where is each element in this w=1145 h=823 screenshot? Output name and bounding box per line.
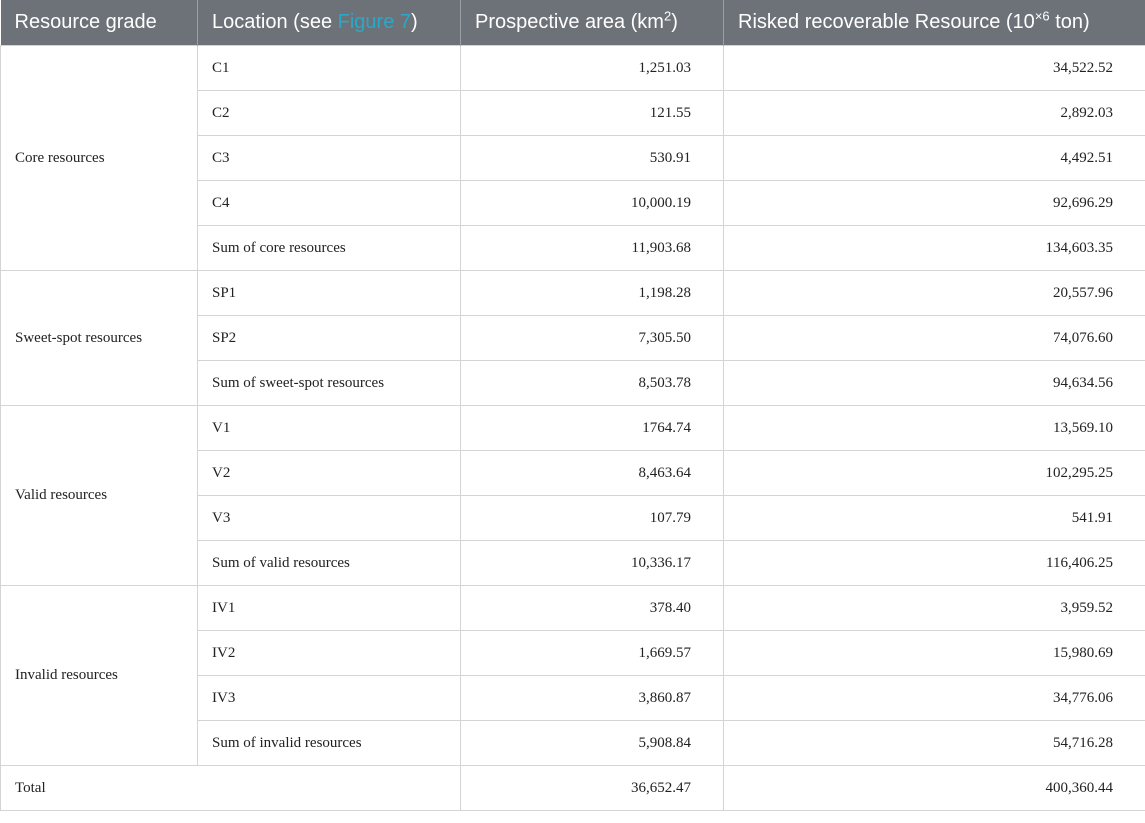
table-row xyxy=(1,406,1145,451)
area-cell: 5,908.84 xyxy=(461,721,724,766)
area-cell: 1,669.57 xyxy=(461,631,724,676)
area-cell: 10,336.17 xyxy=(461,541,724,586)
resource-grade-cell: Valid resources xyxy=(1,406,198,586)
location-cell: V2 xyxy=(198,451,461,496)
resource-cell: 15,980.69 xyxy=(724,631,1145,676)
area-cell: 121.55 xyxy=(461,91,724,136)
location-cell: Sum of valid resources xyxy=(198,541,461,586)
total-resource: 400,360.44 xyxy=(724,766,1145,811)
resource-grade-cell: Sweet-spot resources xyxy=(1,271,198,406)
area-cell: 10,000.19 xyxy=(461,181,724,226)
resource-cell: 20,557.96 xyxy=(724,271,1145,316)
area-cell: 378.40 xyxy=(461,586,724,631)
area-cell: 1,251.03 xyxy=(461,46,724,91)
area-cell: 1,198.28 xyxy=(461,271,724,316)
total-area: 36,652.47 xyxy=(461,766,724,811)
location-cell: V1 xyxy=(198,406,461,451)
header-resource-prefix: Risked recoverable Resource (10 xyxy=(738,11,1035,33)
header-risked-resource xyxy=(724,0,1145,46)
resource-cell: 4,492.51 xyxy=(724,136,1145,181)
header-resource-suffix: ton) xyxy=(1049,11,1090,33)
resource-cell: 541.91 xyxy=(724,496,1145,541)
header-prospective-area xyxy=(461,0,724,46)
total-label: Total xyxy=(1,766,461,811)
table-row xyxy=(1,586,1145,631)
location-cell: C1 xyxy=(198,46,461,91)
area-cell: 11,903.68 xyxy=(461,226,724,271)
location-cell: IV1 xyxy=(198,586,461,631)
resource-cell: 2,892.03 xyxy=(724,91,1145,136)
resource-cell: 94,634.56 xyxy=(724,361,1145,406)
header-location-prefix: Location (see xyxy=(212,11,338,33)
area-cell: 8,503.78 xyxy=(461,361,724,406)
area-cell: 8,463.64 xyxy=(461,451,724,496)
header-area-prefix: Prospective area (km xyxy=(475,11,664,33)
location-cell: C3 xyxy=(198,136,461,181)
resource-cell: 134,603.35 xyxy=(724,226,1145,271)
area-cell: 7,305.50 xyxy=(461,316,724,361)
resource-cell: 13,569.10 xyxy=(724,406,1145,451)
location-cell: V3 xyxy=(198,496,461,541)
resource-cell: 92,696.29 xyxy=(724,181,1145,226)
header-row xyxy=(1,0,1145,46)
location-cell: IV3 xyxy=(198,676,461,721)
area-cell: 3,860.87 xyxy=(461,676,724,721)
location-cell: SP1 xyxy=(198,271,461,316)
location-cell: Sum of sweet-spot resources xyxy=(198,361,461,406)
location-cell: C4 xyxy=(198,181,461,226)
location-cell: IV2 xyxy=(198,631,461,676)
resource-cell: 102,295.25 xyxy=(724,451,1145,496)
header-resource-grade: Resource grade xyxy=(1,0,198,46)
total-row xyxy=(1,766,1145,811)
resource-cell: 34,522.52 xyxy=(724,46,1145,91)
location-cell: Sum of invalid resources xyxy=(198,721,461,766)
resource-grade-cell: Invalid resources xyxy=(1,586,198,766)
area-cell: 530.91 xyxy=(461,136,724,181)
area-cell: 107.79 xyxy=(461,496,724,541)
header-resource-sup: ×6 xyxy=(1034,8,1050,24)
table-body xyxy=(1,46,1145,811)
area-cell: 1764.74 xyxy=(461,406,724,451)
resource-cell: 54,716.28 xyxy=(724,721,1145,766)
resource-cell: 3,959.52 xyxy=(724,586,1145,631)
resource-grade-cell: Core resources xyxy=(1,46,198,271)
header-area-suffix: ) xyxy=(671,11,678,33)
location-cell: SP2 xyxy=(198,316,461,361)
resource-cell: 116,406.25 xyxy=(724,541,1145,586)
location-cell: C2 xyxy=(198,91,461,136)
figure-link[interactable]: Figure 7 xyxy=(337,11,412,33)
resource-cell: 74,076.60 xyxy=(724,316,1145,361)
header-location-suffix: ) xyxy=(411,11,418,33)
header-location xyxy=(198,0,461,46)
location-cell: Sum of core resources xyxy=(198,226,461,271)
header-area-sup: 2 xyxy=(663,8,672,24)
table-row xyxy=(1,46,1145,91)
table-row xyxy=(1,271,1145,316)
resource-cell: 34,776.06 xyxy=(724,676,1145,721)
